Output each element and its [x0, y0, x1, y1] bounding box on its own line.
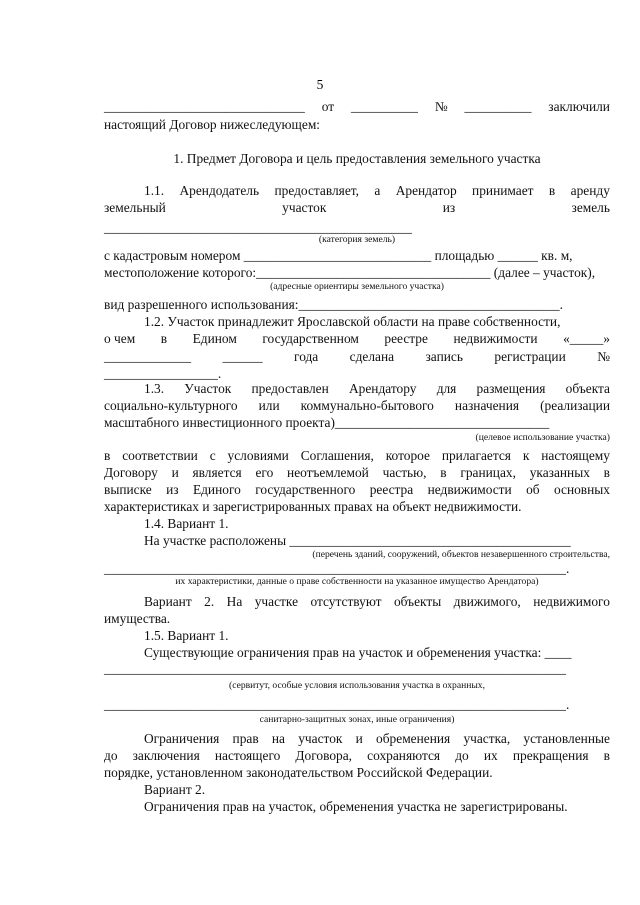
word: движимого, [453, 594, 521, 609]
word: Единого [192, 482, 241, 497]
text-line [104, 182, 610, 199]
word: в [548, 183, 556, 198]
word: в [104, 448, 111, 463]
word: 1.3. [144, 381, 165, 396]
word: заключения [132, 748, 200, 763]
word: от [321, 99, 335, 114]
word: Соглашения, [300, 448, 374, 463]
word: Едином [192, 331, 237, 346]
text-line: вид разрешенного использования:_______________________________________. [104, 297, 563, 312]
word: назначения [454, 398, 520, 413]
word: об [526, 482, 540, 497]
word: объекты [393, 594, 442, 609]
text-line: 1. Предмет Договора и цель предоставления земельного участка [173, 151, 541, 166]
word: Вариант [144, 594, 192, 609]
word: реестра [369, 482, 414, 497]
word: социально-культурного [104, 398, 238, 413]
word: к [522, 448, 530, 463]
text-line: санитарно-защитных зонах, иные ограничения) [259, 714, 455, 725]
text-line: (целевое использование участка) [475, 432, 610, 443]
text-line: _____________________________________________________________________. [104, 697, 570, 712]
text-line: характеристиках и зарегистрированных правах на объект недвижимости. [104, 499, 522, 514]
word: обременения [376, 731, 451, 746]
text-line: (категория земель) [318, 234, 396, 245]
word: с [209, 448, 216, 463]
text-line [104, 464, 610, 481]
text-line: Существующие ограничения прав на участок и обременения участка: ____ [144, 645, 572, 660]
word: установленные [523, 731, 610, 746]
word: на [271, 731, 286, 746]
word: о чем [104, 331, 136, 346]
text-line [104, 397, 610, 414]
page-number: 5 [316, 77, 324, 92]
word: участка, [463, 731, 511, 746]
text-line: Ограничения прав на участок, обременения участка не зарегистрированы. [144, 799, 568, 814]
word: в [603, 748, 610, 763]
text-line [104, 481, 610, 498]
word: 1.1. [144, 183, 165, 198]
word: настоящего [214, 748, 281, 763]
text-line: (перечень зданий, сооружений, объектов незавершенного строительства, [312, 549, 610, 560]
text-line: На участке расположены __________________________________________ [144, 533, 571, 548]
word: предоставляет, [274, 183, 359, 198]
word: __________ [350, 99, 418, 114]
word: государственного [255, 482, 356, 497]
word: размещения [476, 381, 546, 396]
text-line [104, 593, 610, 610]
word: запись [425, 349, 463, 364]
word: Договора, [295, 748, 353, 763]
word: регистрации [494, 349, 566, 364]
word: сделана [349, 349, 395, 364]
text-line [104, 747, 610, 764]
text-line [104, 98, 610, 115]
word: до [104, 748, 118, 763]
word: из [442, 200, 456, 215]
word: принимает [472, 183, 534, 198]
word: в [440, 465, 447, 480]
word: коммунально-бытового [300, 398, 434, 413]
word: прилагается [441, 448, 511, 463]
word: прекращения [512, 748, 589, 763]
word: участке [254, 594, 299, 609]
text-line: _________________. [104, 366, 222, 381]
text-line [104, 330, 610, 347]
word: а [374, 183, 381, 198]
word: заключили [548, 99, 610, 114]
word: ______________________________ [104, 99, 305, 114]
text-line: _____________________________________________________________________. [104, 561, 570, 576]
word: неотъемлемой [287, 465, 369, 480]
word: земельный [104, 200, 166, 215]
word: которое [385, 448, 430, 463]
word: в [603, 465, 610, 480]
word: в [160, 331, 168, 346]
word: до [455, 748, 469, 763]
word: сохраняются [367, 748, 441, 763]
text-line [104, 199, 610, 216]
word: и [355, 731, 363, 746]
word: частью, [382, 465, 427, 480]
word: Участок [184, 381, 232, 396]
text-line: 1.5. Вариант 1. [144, 628, 229, 643]
word: земель [571, 200, 610, 215]
word: Договору [104, 465, 158, 480]
text-line [104, 348, 610, 365]
word: для [436, 381, 457, 396]
text-line [104, 447, 610, 464]
word: Арендатору [349, 381, 417, 396]
word: является [192, 465, 242, 480]
word: недвижимости [427, 482, 512, 497]
word: ______ [222, 349, 263, 364]
word: границах, [460, 465, 516, 480]
text-line [104, 380, 610, 397]
text-line [104, 730, 610, 747]
word: На [226, 594, 243, 609]
text-line: имущества. [104, 611, 171, 626]
word: аренду [570, 183, 610, 198]
word: _____________ [104, 349, 192, 364]
text-line: (сервитут, особые условия использования участка в охранных, [229, 680, 485, 691]
word: объекта [565, 381, 610, 396]
word: предоставлен [251, 381, 329, 396]
word: настоящему [541, 448, 610, 463]
word: № [434, 99, 448, 114]
word: (реализации [540, 398, 610, 413]
word: из [166, 482, 179, 497]
text-line: местоположение которого:___________________________________ (далее – участок), [104, 265, 596, 280]
word: их [483, 748, 498, 763]
text-line: порядке, установленном законодательством Российской Федерации. [104, 765, 493, 780]
word: № [597, 349, 610, 364]
text-line: их характеристики, данные о праве собственности на указанное имущество Арендатора) [175, 576, 539, 587]
word: его [255, 465, 274, 480]
text-line: ______________________________________________ [104, 220, 412, 235]
word: недвижимого [533, 594, 610, 609]
word: участок [282, 200, 327, 215]
word: выписке [104, 482, 152, 497]
text-line: настоящий Договор нижеследующем: [104, 117, 321, 132]
text-line: Вариант 2. [144, 782, 206, 797]
word: реестре [384, 331, 428, 346]
word: Арендатор [395, 183, 457, 198]
word: года [294, 349, 319, 364]
word: условиями [227, 448, 289, 463]
word: указанных [529, 465, 590, 480]
word: прав [232, 731, 259, 746]
text-line: (адресные ориентиры земельного участка) [270, 281, 444, 292]
word: основных [553, 482, 610, 497]
word: Арендодатель [179, 183, 260, 198]
word: или [258, 398, 280, 413]
text-line: масштабного инвестиционного проекта)________________________________ [104, 415, 550, 430]
word: соответствии [122, 448, 198, 463]
word: и [171, 465, 179, 480]
text-line: с кадастровым номером ____________________________ площадью ______ кв. м, [104, 248, 573, 263]
word: 2. [204, 594, 215, 609]
text-line: 1.2. Участок принадлежит Ярославской области на праве собственности, [144, 314, 561, 329]
word: __________ [464, 99, 532, 114]
word: недвижимости [453, 331, 538, 346]
text-line: 1.4. Вариант 1. [144, 516, 229, 531]
text-line: _____________________________________________________________________ [104, 661, 566, 676]
word: отсутствуют [310, 594, 382, 609]
word: государственном [262, 331, 359, 346]
word: «_____» [563, 331, 610, 346]
word: Ограничения [144, 731, 220, 746]
word: участок [298, 731, 343, 746]
